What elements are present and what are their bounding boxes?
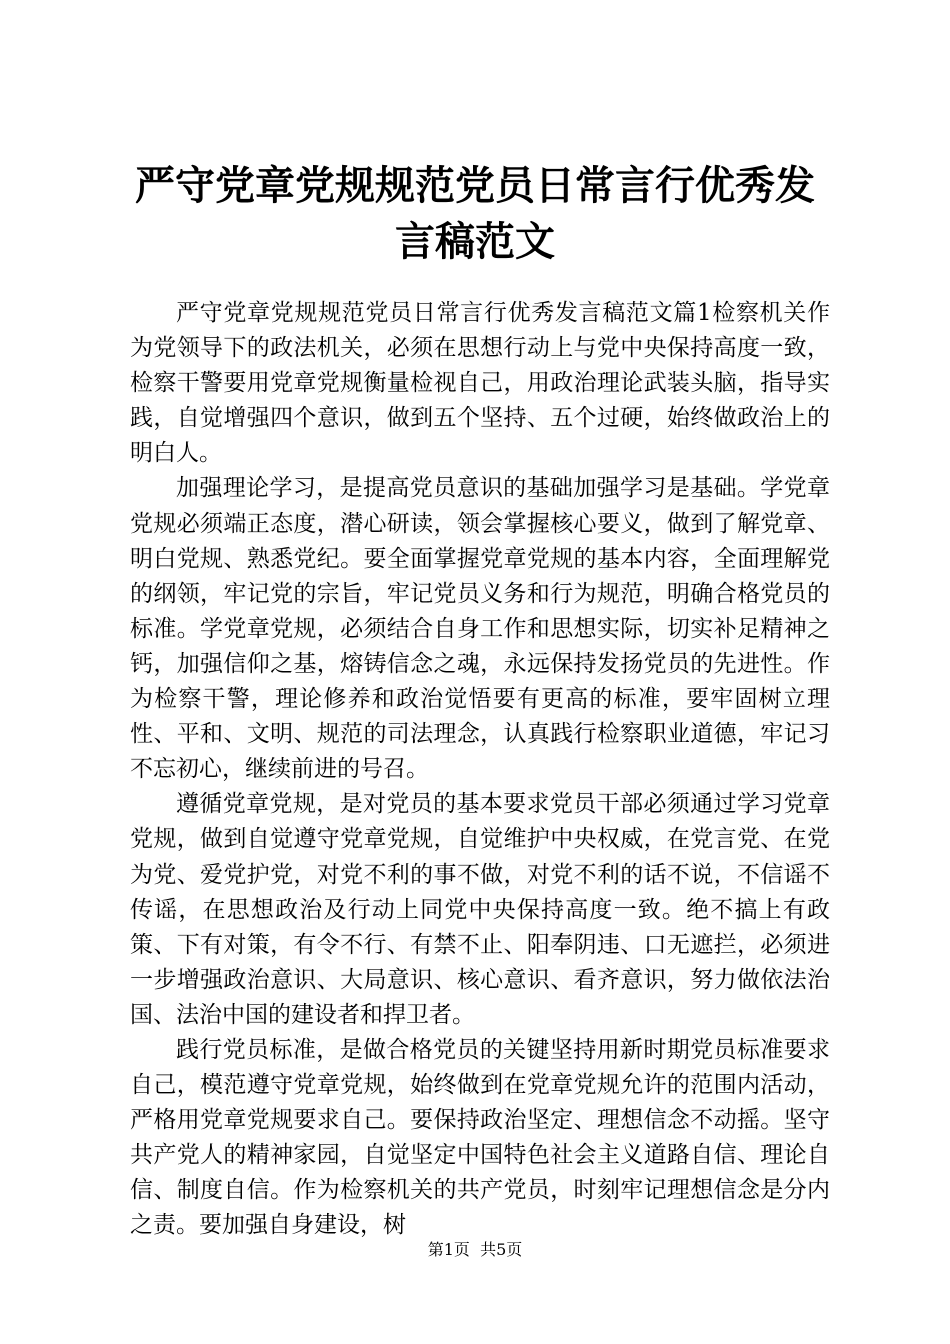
paragraph-2: 加强理论学习，是提高党员意识的基础加强学习是基础。学党章党规必须端正态度，潜心研读，领会掌握核心要义，做到了解党章、明白党规、熟悉党纪。要全面掌握党章党规的基本内容，全面理解党的纲领，牢记党的宗旨，牢记党员义务和行为规范，明确合格党员的标准。学党章党规，必须结合自身工作和思想实际，切实补足精神之钙，加强信仰之基，熔铸信念之魂，永远保持发扬党员的先进性。作为检察干警，理论修养和政治觉悟要有更高的标准，要牢固树立理性、平和、文明、规范的司法理念，认真践行检察职业道德，牢记习不忘初心，继续前进的号召。 xyxy=(130,475,830,783)
page-total: 共5页 xyxy=(480,1240,523,1259)
paragraph-1: 严守党章党规规范党员日常言行优秀发言稿范文篇1检察机关作为党领导下的政法机关，必须在思想行动上与党中央保持高度一致，检察干警要用党章党规衡量检视自己，用政治理论武装头脑，指导实践，自觉增强四个意识，做到五个坚持、五个过硬，始终做政治上的明白人。 xyxy=(130,300,830,467)
document-title: 严守党章党规规范党员日常言行优秀发言稿范文 xyxy=(135,162,815,265)
paragraph-4: 践行党员标准，是做合格党员的关键坚持用新时期党员标准要求自己，模范遵守党章党规，始终做到在党章党规允许的范围内活动，严格用党章党规要求自己。要保持政治坚定、理想信念不动摇。坚守共产党人的精神家园，自觉坚定中国特色社会主义道路自信、理论自信、制度自信。作为检察机关的共产党员，时刻牢记理想信念是分内之责。要加强自身建设，树 xyxy=(130,1036,830,1239)
document-body xyxy=(130,296,830,1244)
page-number: 第1页 xyxy=(427,1240,470,1259)
page-footer xyxy=(0,1240,950,1260)
paragraph-3: 遵循党章党规，是对党员的基本要求党员干部必须通过学习党章党规，做到自觉遵守党章党规，自觉维护中央权威，在党言党、在党为党、爱党护党，对党不利的事不做，对党不利的话不说，不信谣不传谣，在思想政治及行动上同党中央保持高度一致。绝不搞上有政策、下有对策，有令不行、有禁不止、阳奉阴违、口无遮拦，必须进一步增强政治意识、大局意识、核心意识、看齐意识，努力做依法治国、法治中国的建设者和捍卫者。 xyxy=(130,791,830,1028)
